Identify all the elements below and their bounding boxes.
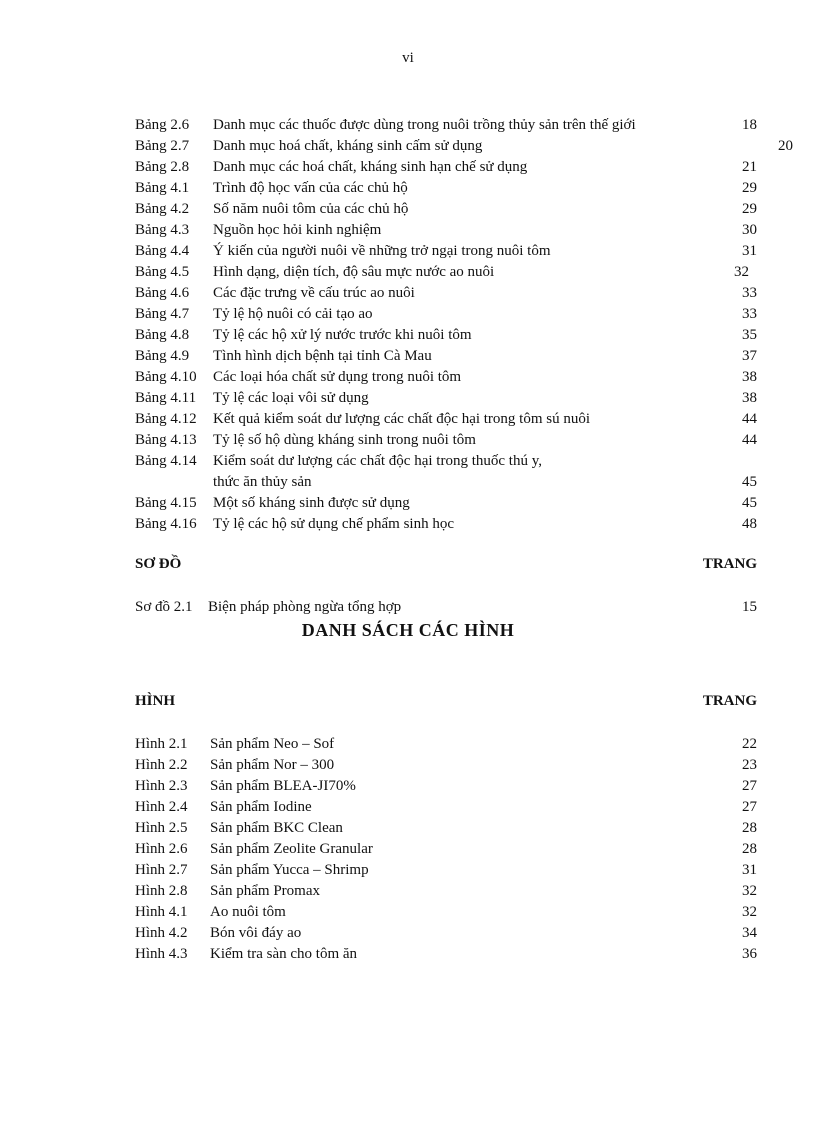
list-item: [135, 755, 757, 776]
list-item: [135, 157, 757, 178]
item-title: Sản phẩm Yucca – Shrimp: [210, 862, 369, 878]
figure-section-header: [135, 693, 757, 710]
list-item: [135, 776, 757, 797]
item-page: 33: [742, 306, 757, 322]
item-page: 44: [742, 411, 757, 427]
item-label: Bảng 4.7: [135, 306, 190, 322]
item-title: Sản phẩm Nor – 300: [210, 757, 335, 773]
item-label: Hình 4.2: [135, 925, 188, 941]
item-title: Biện pháp phòng ngừa tổng hợp: [208, 599, 402, 615]
item-title: Tỷ lệ các loại vôi sử dụng: [213, 390, 369, 406]
item-page: 35: [742, 327, 757, 343]
item-title: Ý kiến của người nuôi về những trở ngại trong nuôi tôm: [213, 243, 551, 259]
item-page: 29: [742, 180, 757, 196]
item-label: Bảng 4.9: [135, 348, 190, 364]
list-item: [135, 923, 757, 944]
item-label: Bảng 4.5: [135, 264, 190, 280]
item-title: Danh mục các thuốc được dùng trong nuôi trồng thủy sản trên thế giới: [213, 117, 636, 133]
list-item: [135, 514, 757, 535]
item-label: Bảng 4.12: [135, 411, 197, 427]
item-page: 33: [742, 285, 757, 301]
item-page: 21: [742, 159, 757, 175]
item-title: Số năm nuôi tôm của các chủ hộ: [213, 201, 409, 217]
item-title: Tỷ lệ hộ nuôi có cải tạo ao: [213, 306, 373, 322]
item-page: 44: [742, 432, 757, 448]
diagram-page-heading: TRANG: [702, 556, 757, 572]
item-page: 27: [742, 799, 757, 815]
list-item: [135, 136, 793, 157]
item-page: 31: [742, 862, 757, 878]
item-label: Sơ đồ 2.1: [135, 599, 193, 615]
diagram-list: [135, 597, 757, 618]
item-title: Kiểm soát dư lượng các chất độc hại trong thuốc thú y,: [213, 453, 542, 469]
item-title: Một số kháng sinh được sử dụng: [213, 495, 410, 511]
item-title: Các đặc trưng về cấu trúc ao nuôi: [213, 285, 415, 301]
list-item: [135, 451, 757, 493]
item-label: Hình 2.2: [135, 757, 188, 773]
list-item: [135, 262, 757, 283]
item-label: Bảng 4.14: [135, 453, 197, 469]
list-item: [135, 325, 757, 346]
item-page: 31: [742, 243, 757, 259]
item-title: Các loại hóa chất sử dụng trong nuôi tôm: [213, 369, 462, 385]
item-page: 29: [742, 201, 757, 217]
diagram-heading: SƠ ĐỒ: [135, 556, 182, 572]
item-label: Bảng 4.3: [135, 222, 190, 238]
item-page: 27: [742, 778, 757, 794]
item-title: Trình độ học vấn của các chủ hộ: [213, 180, 408, 196]
item-page: 45: [742, 474, 757, 490]
item-page: 28: [742, 841, 757, 857]
item-label: Bảng 2.8: [135, 159, 190, 175]
item-page: 32: [742, 883, 757, 899]
item-title: Danh mục các hoá chất, kháng sinh hạn chế sử dụng: [213, 159, 528, 175]
item-label: Bảng 2.6: [135, 117, 190, 133]
item-page: 36: [742, 946, 757, 962]
list-item: [135, 818, 757, 839]
item-page: 15: [742, 599, 757, 615]
item-label: Bảng 2.7: [135, 138, 190, 154]
item-title: Sản phẩm BKC Clean: [210, 820, 343, 836]
item-title: Tình hình dịch bệnh tại tỉnh Cà Mau: [213, 348, 432, 364]
item-label: Hình 2.4: [135, 799, 188, 815]
item-label: Hình 2.6: [135, 841, 188, 857]
item-title: Tỷ lệ các hộ sử dụng chế phẩm sinh học: [213, 516, 454, 532]
list-item: [135, 597, 757, 618]
item-title: Kiểm tra sàn cho tôm ăn: [210, 946, 358, 962]
item-title: Sản phẩm Iodine: [210, 799, 312, 815]
item-page: 30: [742, 222, 757, 238]
item-label: Hình 2.5: [135, 820, 188, 836]
item-title: Danh mục hoá chất, kháng sinh cấm sử dụng: [213, 138, 483, 154]
item-label: Bảng 4.10: [135, 369, 197, 385]
list-item: [135, 839, 757, 860]
item-label: Bảng 4.8: [135, 327, 190, 343]
list-item: [135, 367, 757, 388]
list-item: [135, 902, 757, 923]
item-page: 22: [742, 736, 757, 752]
item-label: Bảng 4.4: [135, 243, 190, 259]
list-item: [135, 304, 757, 325]
item-title: Tỷ lệ các hộ xử lý nước trước khi nuôi tôm: [213, 327, 472, 343]
item-title: Tỷ lệ số hộ dùng kháng sinh trong nuôi tôm: [213, 432, 476, 448]
item-page: 28: [742, 820, 757, 836]
item-title: Sản phẩm Neo – Sof: [210, 736, 335, 752]
item-title: Sản phẩm Promax: [210, 883, 320, 899]
item-label: Bảng 4.16: [135, 516, 197, 532]
item-page: 23: [742, 757, 757, 773]
diagram-section-header: [135, 556, 757, 573]
item-label: Hình 2.8: [135, 883, 188, 899]
list-item: [135, 115, 757, 136]
list-item: [135, 944, 757, 965]
item-title: Hình dạng, diện tích, độ sâu mực nước ao nuôi: [213, 264, 495, 280]
list-item: [135, 409, 757, 430]
list-item: [135, 388, 757, 409]
item-label: Bảng 4.2: [135, 201, 190, 217]
item-page: 38: [742, 369, 757, 385]
list-item: [135, 220, 757, 241]
item-label: Hình 2.3: [135, 778, 188, 794]
item-page: 45: [742, 495, 757, 511]
item-title: Nguồn học hỏi kinh nghiệm: [213, 222, 382, 238]
item-title: Sản phẩm BLEA-JI70%: [210, 778, 356, 794]
list-item: [135, 283, 757, 304]
item-label: Hình 4.1: [135, 904, 188, 920]
item-label: Hình 2.7: [135, 862, 188, 878]
list-item: [135, 493, 757, 514]
item-title: Sản phẩm Zeolite Granular: [210, 841, 373, 857]
item-page: 38: [742, 390, 757, 406]
list-item: [135, 797, 757, 818]
figure-page-heading: TRANG: [702, 693, 757, 709]
item-label: Bảng 4.11: [135, 390, 197, 406]
figure-list: [135, 734, 757, 965]
item-page: 18: [742, 117, 757, 133]
item-label: Bảng 4.13: [135, 432, 197, 448]
list-item: [135, 430, 757, 451]
item-page: 32: [742, 904, 757, 920]
figures-list-title: DANH SÁCH CÁC HÌNH: [301, 620, 515, 640]
item-page: 20: [778, 138, 793, 154]
item-page: 37: [742, 348, 757, 364]
item-title: Ao nuôi tôm: [210, 904, 286, 920]
item-label: Bảng 4.15: [135, 495, 197, 511]
item-label: Bảng 4.1: [135, 180, 190, 196]
figure-heading: HÌNH: [135, 693, 176, 709]
item-title: Bón vôi đáy ao: [210, 925, 302, 941]
list-item: [135, 860, 757, 881]
list-item: [135, 734, 757, 755]
table-list: [135, 115, 793, 535]
list-item: [135, 199, 757, 220]
item-label: Hình 4.3: [135, 946, 188, 962]
item-title-line2: thức ăn thủy sản: [213, 474, 312, 490]
list-item: [135, 178, 757, 199]
item-title: Kết quả kiểm soát dư lượng các chất độc hại trong tôm sú nuôi: [213, 411, 591, 427]
list-item: [135, 346, 757, 367]
item-label: Hình 2.1: [135, 736, 188, 752]
item-page: 32: [734, 264, 749, 280]
list-item: [135, 881, 757, 902]
list-item: [135, 241, 757, 262]
item-page: 48: [742, 516, 757, 532]
page-number: vi: [402, 50, 414, 66]
item-label: Bảng 4.6: [135, 285, 190, 301]
item-page: 34: [742, 925, 757, 941]
